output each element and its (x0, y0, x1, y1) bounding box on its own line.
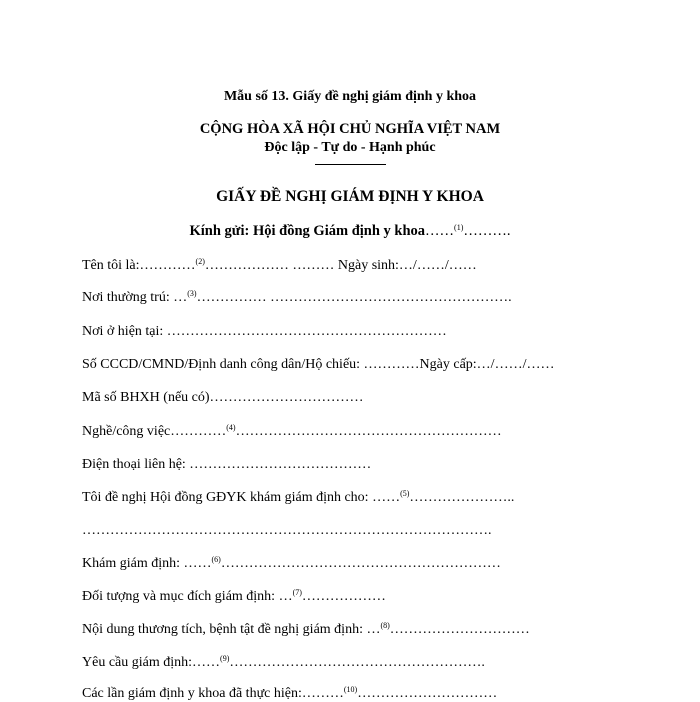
field-text: ………………………………………………. (229, 655, 485, 670)
field-text: Nơi thường trú: … (82, 290, 188, 305)
footnote-marker: (10) (343, 685, 358, 694)
field-text: ……………… (301, 589, 386, 604)
field-text: Điện thoại liên hệ: ………………………………… (82, 457, 372, 472)
field-text: Nội dung thương tích, bệnh tật đề nghị giám định: … (82, 622, 381, 637)
field-text: ………………………… (357, 686, 498, 701)
field-text: Các lần giám định y khoa đã thực hiện:……… (82, 686, 344, 701)
field-assessment-request (82, 655, 485, 671)
addressee-dots-2: ………. (463, 223, 511, 239)
field-id-number (82, 357, 554, 373)
national-motto: Độc lập - Tự do - Hạnh phúc (264, 140, 436, 155)
republic-header: CỘNG HÒA XÃ HỘI CHỦ NGHĨA VIỆT NAM (199, 121, 501, 137)
field-occupation (82, 424, 502, 440)
field-text: Yêu cầu giám định:…… (82, 655, 221, 670)
field-text: ………………….. (409, 490, 515, 505)
footnote-marker: (6) (211, 555, 221, 564)
addressee (0, 223, 700, 240)
field-request-for (82, 490, 514, 506)
field-injury-content (82, 622, 530, 638)
addressee-note: (1) (454, 223, 464, 232)
field-text: ……………………………………………………………………………. (82, 523, 492, 538)
field-text: Nơi ở hiện tại: …………………………………………………… (82, 324, 447, 339)
field-text: Tên tôi là:………… (82, 258, 196, 273)
field-text: Tôi đề nghị Hội đồng GĐYK khám giám định cho: …… (82, 490, 401, 505)
footnote-marker: (5) (400, 489, 410, 498)
field-text: Nghề/công việc………… (82, 424, 227, 439)
field-text: Đối tượng và mục đích giám định: … (82, 589, 293, 604)
form-number: Mẫu số 13. Giấy đề nghị giám định y khoa (223, 89, 477, 104)
footnote-marker: (4) (226, 423, 236, 432)
addressee-label: Kính gửi: Hội đồng Giám định y khoa (189, 223, 426, 239)
field-text: Mã số BHXH (nếu có)…………………………… (82, 390, 364, 405)
footnote-marker: (2) (195, 257, 205, 266)
field-text: …………………………………………………… (220, 556, 501, 571)
field-text: Số CCCD/CMND/Định danh công dân/Hộ chiếu: …………Ngày cấp:…/……/…… (82, 357, 555, 372)
field-full-name (82, 258, 477, 274)
footnote-marker: (9) (220, 654, 230, 663)
field-text: …………… ……………………………………………. (196, 290, 512, 305)
field-subject-purpose (82, 589, 386, 605)
field-permanent-residence (82, 290, 512, 306)
field-text: ……………… ……… Ngày sinh:…/……/…… (204, 258, 477, 273)
addressee-dots-1: …… (425, 223, 455, 239)
field-current-residence (82, 324, 447, 340)
footnote-marker: (8) (380, 621, 390, 630)
field-text: Khám giám định: …… (82, 556, 212, 571)
field-text: ………………………………………………… (235, 424, 502, 439)
field-phone (82, 457, 371, 473)
motto-underline (315, 164, 386, 165)
footnote-marker: (3) (187, 289, 197, 298)
document-title: GIẤY ĐỀ NGHỊ GIÁM ĐỊNH Y KHOA (216, 188, 484, 205)
field-request-continuation (82, 523, 492, 539)
field-examination (82, 556, 501, 572)
field-social-insurance (82, 390, 364, 406)
footnote-marker: (7) (292, 588, 302, 597)
field-text: ………………………… (389, 622, 530, 637)
